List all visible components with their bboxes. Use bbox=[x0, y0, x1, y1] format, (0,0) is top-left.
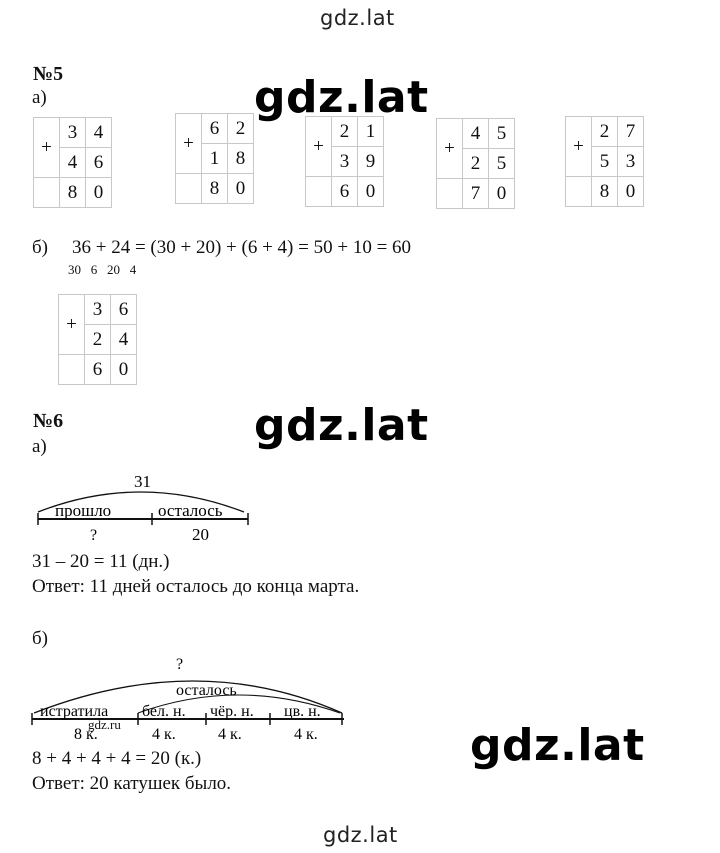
task5-decomposition: 30 6 20 4 bbox=[68, 262, 137, 277]
addition-table-4 bbox=[436, 118, 515, 209]
sum-digit: 0 bbox=[489, 179, 515, 209]
digit: 2 bbox=[592, 117, 618, 147]
segment-label-2: осталось bbox=[158, 501, 223, 520]
digit: 6 bbox=[202, 114, 228, 144]
segment-label-4: цв. н. bbox=[284, 703, 321, 720]
empty-cell bbox=[59, 355, 85, 385]
addition-table-2 bbox=[175, 113, 254, 204]
sum-digit: 6 bbox=[332, 177, 358, 207]
digit: 2 bbox=[228, 114, 254, 144]
empty-cell bbox=[34, 178, 60, 208]
digit: 5 bbox=[489, 149, 515, 179]
addition-table-5 bbox=[565, 116, 644, 207]
task6-answer-b: Ответ: 20 катушек было. bbox=[32, 773, 232, 794]
digit: 6 bbox=[111, 295, 137, 325]
below-label-2: 20 bbox=[192, 525, 209, 544]
sum-digit: 0 bbox=[228, 174, 254, 204]
sum-digit: 6 bbox=[85, 355, 111, 385]
addition-table-3 bbox=[305, 116, 384, 207]
sum-digit: 0 bbox=[86, 178, 112, 208]
digit: 6 bbox=[86, 148, 112, 178]
plus-sign: + bbox=[566, 117, 592, 177]
empty-cell bbox=[176, 174, 202, 204]
sum-digit: 0 bbox=[358, 177, 384, 207]
task6-solution-b: 8 + 4 + 4 + 4 = 20 (к.) bbox=[32, 748, 202, 769]
digit: 7 bbox=[618, 117, 644, 147]
segment-label-1: прошло bbox=[55, 501, 112, 520]
task5-part-a: а) bbox=[32, 87, 47, 108]
total-label: 31 bbox=[134, 472, 151, 491]
digit: 1 bbox=[202, 144, 228, 174]
task6-part-b: б) bbox=[32, 628, 48, 649]
value-label-3: 4 к. bbox=[218, 726, 242, 743]
plus-sign: + bbox=[34, 118, 60, 178]
segment-label-3: чёр. н. bbox=[210, 703, 254, 720]
watermark-big-2: gdz.lat bbox=[254, 400, 429, 451]
digit: 4 bbox=[60, 148, 86, 178]
digit: 4 bbox=[86, 118, 112, 148]
digit: 5 bbox=[489, 119, 515, 149]
plus-sign: + bbox=[59, 295, 85, 355]
segment-label-2: бел. н. bbox=[142, 703, 186, 720]
value-label-1: 8 к. bbox=[74, 726, 98, 743]
watermark-tiny: gdz.ru bbox=[88, 717, 121, 732]
below-label-1: ? bbox=[90, 527, 98, 544]
total-label: ? bbox=[176, 656, 184, 673]
empty-cell bbox=[306, 177, 332, 207]
digit: 3 bbox=[332, 147, 358, 177]
digit: 4 bbox=[463, 119, 489, 149]
task6-answer-a: Ответ: 11 дней осталось до конца марта. bbox=[32, 576, 360, 597]
sum-digit: 8 bbox=[60, 178, 86, 208]
task5-part-b: б) bbox=[32, 237, 48, 258]
task6-solution-a: 31 – 20 = 11 (дн.) bbox=[32, 551, 170, 572]
digit: 2 bbox=[332, 117, 358, 147]
digit: 3 bbox=[60, 118, 86, 148]
addition-table-b bbox=[58, 294, 137, 385]
task5-heading: №5 bbox=[33, 63, 64, 85]
value-label-4: 4 к. bbox=[294, 726, 318, 743]
plus-sign: + bbox=[176, 114, 202, 174]
empty-cell bbox=[566, 177, 592, 207]
sum-digit: 0 bbox=[111, 355, 137, 385]
plus-sign: + bbox=[306, 117, 332, 177]
watermark-bottom: gdz.lat bbox=[323, 823, 398, 847]
watermark-big-1: gdz.lat bbox=[254, 72, 429, 123]
segment-label-1: истратила bbox=[40, 703, 109, 720]
sum-digit: 0 bbox=[618, 177, 644, 207]
digit: 9 bbox=[358, 147, 384, 177]
task6-heading: №6 bbox=[33, 410, 64, 432]
digit: 3 bbox=[85, 295, 111, 325]
value-label-2: 4 к. bbox=[152, 726, 176, 743]
task5-equation: 36 + 24 = (30 + 20) + (6 + 4) = 50 + 10 = 60 bbox=[72, 237, 412, 258]
addition-table-1 bbox=[33, 117, 112, 208]
plus-sign: + bbox=[437, 119, 463, 179]
digit: 4 bbox=[111, 325, 137, 355]
segment-diagram-b bbox=[28, 653, 358, 745]
digit: 8 bbox=[228, 144, 254, 174]
digit: 2 bbox=[463, 149, 489, 179]
sum-digit: 8 bbox=[202, 174, 228, 204]
remain-label: осталось bbox=[176, 682, 237, 699]
segment-diagram-a bbox=[30, 466, 260, 546]
sum-digit: 8 bbox=[592, 177, 618, 207]
task6-part-a: а) bbox=[32, 436, 47, 457]
digit: 5 bbox=[592, 147, 618, 177]
watermark-top: gdz.lat bbox=[320, 6, 395, 30]
empty-cell bbox=[437, 179, 463, 209]
watermark-big-3: gdz.lat bbox=[470, 720, 645, 771]
sum-digit: 7 bbox=[463, 179, 489, 209]
digit: 2 bbox=[85, 325, 111, 355]
digit: 1 bbox=[358, 117, 384, 147]
digit: 3 bbox=[618, 147, 644, 177]
